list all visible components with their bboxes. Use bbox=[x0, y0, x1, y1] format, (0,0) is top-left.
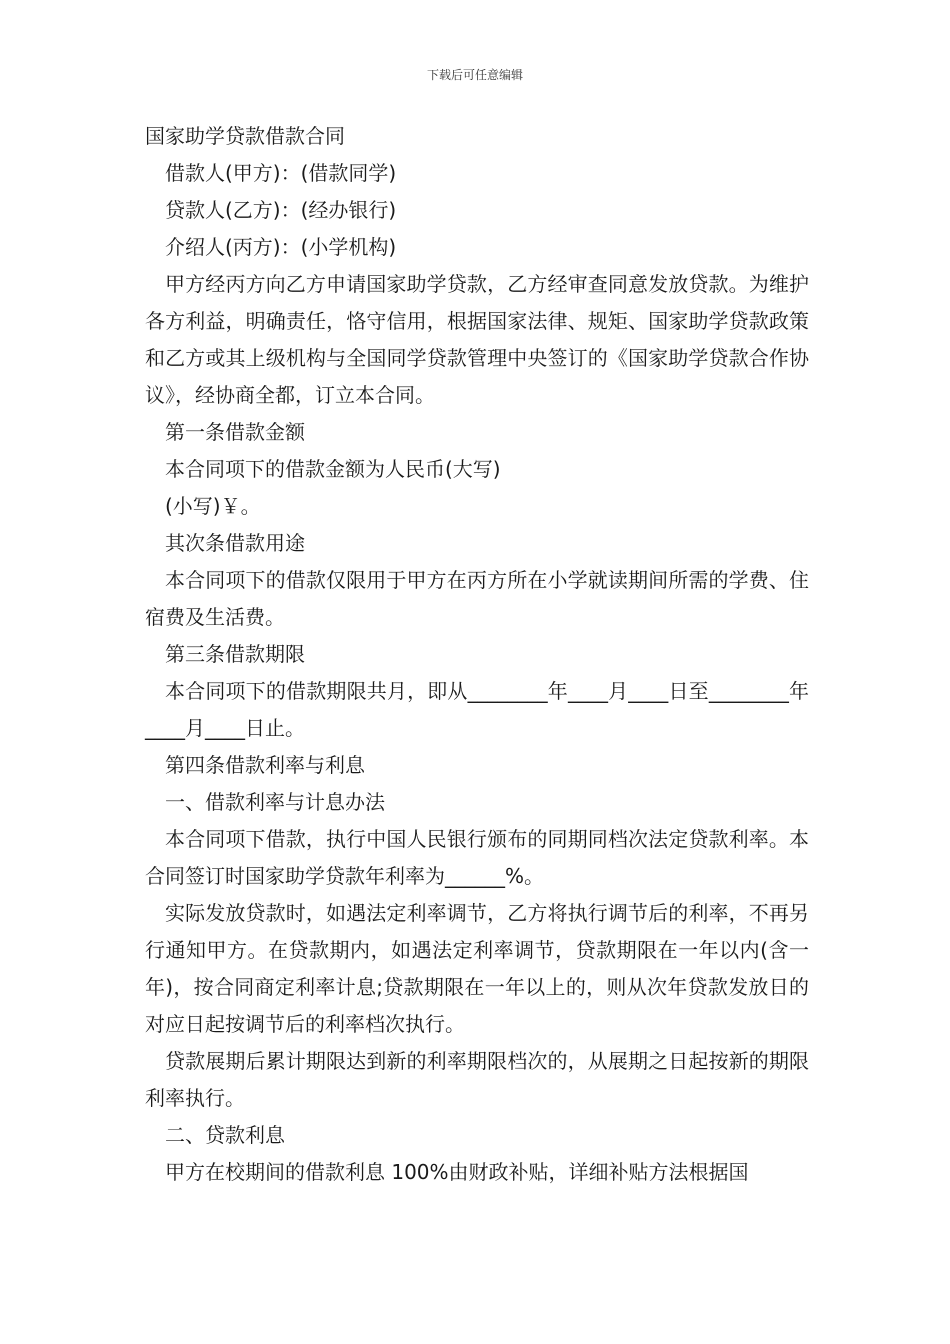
article-4-interest-text: 甲方在校期间的借款利息 100%由财政补贴，详细补贴方法根据国 bbox=[165, 1160, 749, 1184]
article-3-heading: 第三条借款期限 bbox=[165, 642, 305, 666]
borrower-line: 借款人(甲方)：(借款同学) bbox=[165, 161, 397, 185]
article-2-heading: 其次条借款用途 bbox=[165, 531, 305, 555]
document-body bbox=[145, 118, 809, 1191]
article-4-adjustment-text: 实际发放贷款时，如遇法定利率调节，乙方将执行调节后的利率，不再另行通知甲方。在贷款期内，如遇法定利率调节，贷款期限在一年以内(含一年)，按合同商定利率计息;贷款期限在一年以上的，则从次年贷款发放日的对应日起按调节后的利率档次执行。 bbox=[145, 901, 809, 1036]
article-4-subheading-1: 一、借款利率与计息办法 bbox=[165, 790, 385, 814]
article-4-heading: 第四条借款利率与利息 bbox=[165, 753, 365, 777]
article-1-text: 本合同项下的借款金额为人民币(大写) bbox=[165, 457, 501, 481]
page-header: 下载后可任意编辑 bbox=[426, 68, 523, 82]
article-3-text: 本合同项下的借款期限共月，即从________年____月____日至________年____月____日止。 bbox=[145, 679, 809, 740]
introducer-line: 介绍人(丙方)：(小学机构) bbox=[165, 235, 397, 259]
article-4-extension-text: 贷款展期后累计期限达到新的利率期限档次的，从展期之日起按新的期限利率执行。 bbox=[145, 1049, 809, 1110]
article-4-subheading-2: 二、贷款利息 bbox=[165, 1123, 285, 1147]
article-2-text: 本合同项下的借款仅限用于甲方在丙方所在小学就读期间所需的学费、住宿费及生活费。 bbox=[145, 568, 809, 629]
document-title: 国家助学贷款借款合同 bbox=[145, 124, 345, 148]
article-1-amount-small: (小写)￥。 bbox=[165, 494, 261, 518]
article-1-heading: 第一条借款金额 bbox=[165, 420, 305, 444]
lender-line: 贷款人(乙方)：(经办银行) bbox=[165, 198, 397, 222]
article-4-rate-text: 本合同项下借款，执行中国人民银行颁布的同期同档次法定贷款利率。本合同签订时国家助学贷款年利率为______%。 bbox=[145, 827, 809, 888]
preamble-paragraph: 甲方经丙方向乙方申请国家助学贷款，乙方经审查同意发放贷款。为维护各方利益，明确责任，恪守信用，根据国家法律、规矩、国家助学贷款政策和乙方或其上级机构与全国同学贷款管理中央签订的《国家助学贷款合作协议》，经协商全都，订立本合同。 bbox=[145, 272, 809, 407]
